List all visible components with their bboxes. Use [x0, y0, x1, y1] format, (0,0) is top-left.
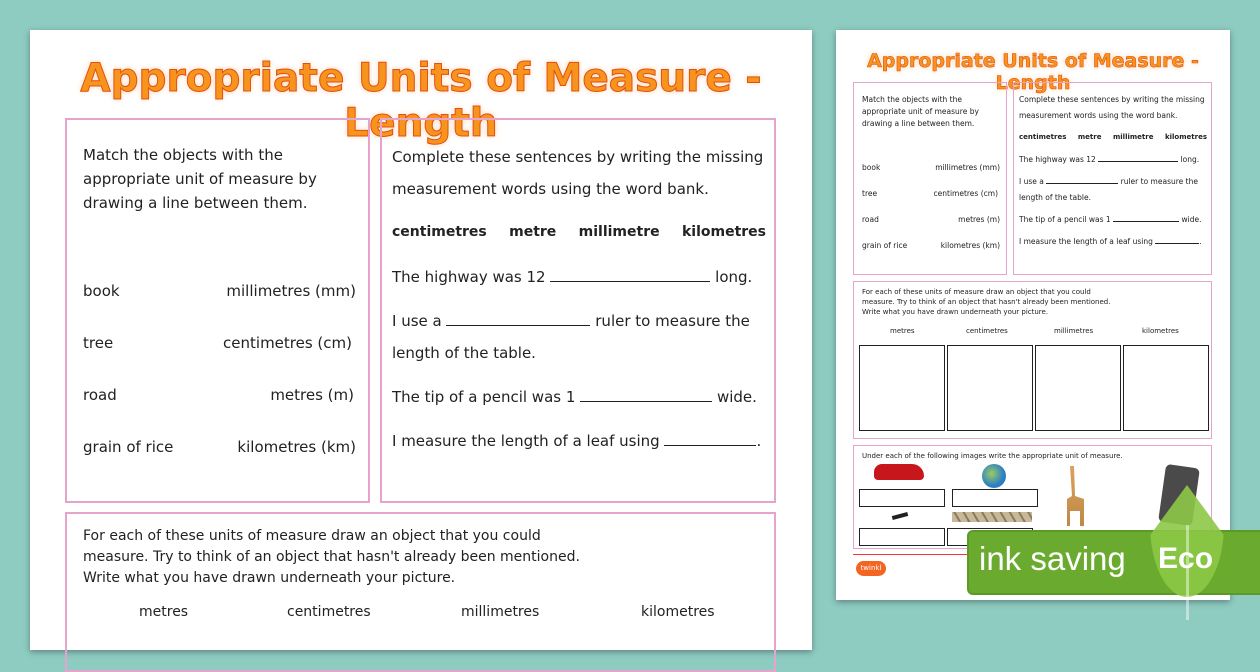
thumb-text: I use a	[1019, 177, 1044, 186]
thumb-text: The tip of a pencil was 1	[1019, 215, 1111, 224]
thumb-blank	[1098, 161, 1178, 162]
rope-image	[952, 512, 1032, 522]
thumb-matching-section	[853, 82, 1007, 275]
thumb-text: kilometres	[1142, 327, 1179, 335]
thumb-text: road	[862, 215, 879, 224]
thumb-text: centimetres (cm)	[933, 189, 998, 198]
answer-box	[952, 489, 1038, 507]
word-bank-item: kilometres	[681, 224, 766, 240]
thumb-text: kilometres (km)	[940, 241, 1000, 250]
answer-blank[interactable]	[580, 401, 712, 402]
thumb-text: Write what you have drawn underneath your picture.	[862, 308, 1049, 316]
thumb-text: Complete these sentences by writing the missing	[1019, 95, 1205, 104]
answer-blank[interactable]	[664, 445, 756, 446]
sentence-text: ruler to measure the	[595, 312, 750, 330]
matching-instruction-2: appropriate unit of measure by	[83, 170, 317, 188]
drawing-instruction-3: Write what you have drawn underneath your picture.	[83, 570, 456, 586]
thumbnail-title: Appropriate Units of Measure - Length	[867, 50, 1199, 94]
drawing-box	[859, 345, 945, 431]
thumb-text: length of the table.	[1019, 193, 1091, 202]
matching-instruction-3: drawing a line between them.	[83, 194, 308, 212]
drawing-box	[947, 345, 1033, 431]
eco-label: Eco	[1158, 542, 1214, 575]
thumb-text: drawing a line between them.	[862, 119, 975, 128]
thumb-text: centimetres	[966, 327, 1008, 335]
answer-blank[interactable]	[550, 281, 710, 282]
thumb-text: The highway was 12	[1019, 155, 1096, 164]
word-bank-item: millimetre	[578, 224, 660, 240]
word-bank-item: metre	[509, 224, 557, 240]
sentences-instruction-1: Complete these sentences by writing the missing	[392, 148, 764, 166]
sentence-4	[392, 432, 761, 450]
worksheet-title: Appropriate Units of Measure - Length	[80, 56, 762, 146]
giraffe-image	[1064, 466, 1084, 526]
thumb-text: metre	[1077, 133, 1102, 141]
sentence-text: The highway was 12	[392, 268, 546, 286]
matching-instruction-1: Match the objects with the	[83, 146, 283, 164]
sentence-3	[392, 388, 757, 406]
answer-box	[859, 489, 945, 507]
ink-saving-label: ink saving	[979, 540, 1126, 577]
thumb-text: ruler to measure the	[1120, 177, 1198, 186]
ant-image	[892, 512, 908, 520]
thumb-text	[1019, 237, 1202, 246]
thumb-drawing-section	[853, 281, 1212, 439]
sentences-instruction-2: measurement words using the word bank.	[392, 180, 709, 198]
thumb-text: .	[1199, 237, 1202, 246]
drawing-unit-label: kilometres	[641, 604, 715, 620]
drawing-box	[1123, 345, 1209, 431]
thumb-blank	[1046, 183, 1118, 184]
object-road: road	[83, 386, 117, 404]
thumb-text: book	[862, 163, 881, 172]
thumb-blank	[1113, 221, 1179, 222]
thumb-text: I measure the length of a leaf using	[1019, 237, 1153, 246]
thumb-text: millimetre	[1112, 133, 1154, 141]
thumb-text: metres	[890, 327, 915, 335]
thumb-word-bank	[1019, 133, 1207, 141]
drawing-section	[65, 512, 776, 672]
thumb-text: appropriate unit of measure by	[862, 107, 979, 116]
earth-image	[982, 464, 1006, 488]
thumb-text	[1019, 177, 1198, 186]
word-bank-item: centimetres	[392, 224, 487, 240]
drawing-unit-label: millimetres	[461, 604, 540, 620]
worksheet-page-large	[30, 30, 812, 650]
thumb-text: millimetres	[1054, 327, 1094, 335]
thumb-sentences-section	[1013, 82, 1212, 275]
thumb-text: wide.	[1181, 215, 1202, 224]
thumb-text: metres (m)	[958, 215, 1000, 224]
object-book: book	[83, 282, 120, 300]
thumb-text: millimetres (mm)	[935, 163, 1000, 172]
thumb-text	[1019, 155, 1199, 164]
car-image	[874, 464, 924, 480]
unit-mm: millimetres (mm)	[226, 282, 356, 300]
sentences-section	[380, 118, 776, 503]
sentence-2	[392, 312, 750, 330]
thumb-text: measurement words using the word bank.	[1019, 111, 1178, 120]
thumb-text: tree	[862, 189, 878, 198]
sentence-text: The tip of a pencil was 1	[392, 388, 576, 406]
sentence-1	[392, 268, 752, 286]
thumb-text: centimetres	[1019, 133, 1067, 141]
object-tree: tree	[83, 334, 114, 352]
sentence-text: .	[756, 432, 762, 450]
answer-box	[859, 528, 945, 546]
answer-blank[interactable]	[446, 325, 590, 326]
sentence-text: long.	[715, 268, 753, 286]
drawing-instruction-1: For each of these units of measure draw an object that you could	[83, 528, 541, 544]
sentence-text: I use a	[392, 312, 442, 330]
drawing-instruction-2: measure. Try to think of an object that hasn't already been mentioned.	[83, 549, 580, 565]
thumb-text: For each of these units of measure draw an object that you could	[862, 288, 1091, 296]
thumb-text: kilometres	[1164, 133, 1207, 141]
word-bank	[392, 224, 766, 240]
unit-cm: centimetres (cm)	[223, 334, 352, 352]
sentence-text: wide.	[716, 388, 757, 406]
unit-km: kilometres (km)	[237, 438, 356, 456]
thumb-text: grain of rice	[862, 241, 908, 250]
sentence-text: I measure the length of a leaf using	[392, 432, 660, 450]
unit-m: metres (m)	[270, 386, 354, 404]
thumb-text: measure. Try to think of an object that hasn't already been mentioned.	[862, 298, 1111, 306]
thumb-blank	[1155, 243, 1199, 244]
thumb-text: Under each of the following images write the appropriate unit of measure.	[862, 452, 1123, 460]
drawing-unit-label: metres	[139, 604, 189, 620]
object-grain-of-rice: grain of rice	[83, 438, 174, 456]
drawing-unit-label: centimetres	[287, 604, 371, 620]
drawing-box	[1035, 345, 1121, 431]
thumb-text	[1019, 215, 1201, 224]
matching-section	[65, 118, 370, 503]
twinkl-logo: twinkl	[856, 561, 886, 576]
thumb-text: Match the objects with the	[862, 95, 962, 104]
thumb-text: long.	[1180, 155, 1200, 164]
sentence-2-continued: length of the table.	[392, 344, 536, 362]
